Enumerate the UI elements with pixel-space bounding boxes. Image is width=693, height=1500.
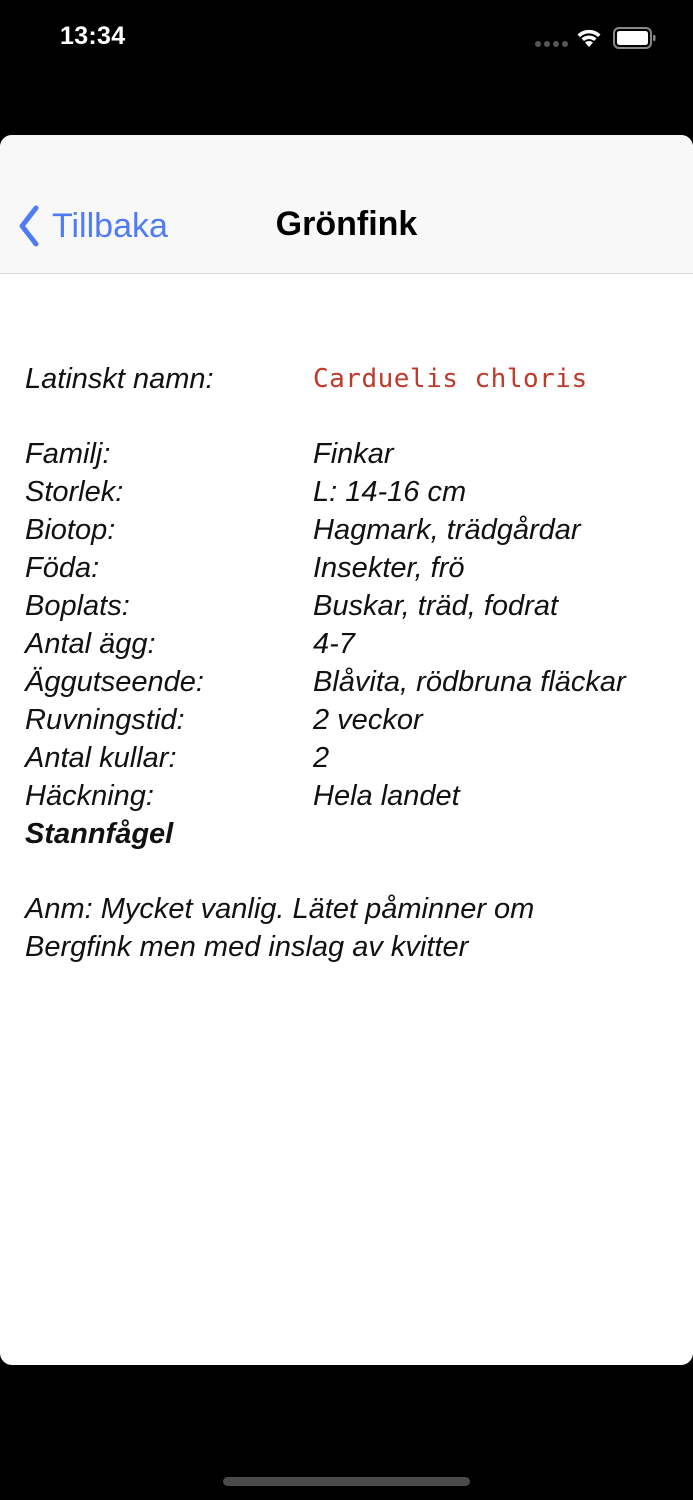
fact-row (25, 625, 685, 663)
navigation-bar (0, 135, 693, 274)
latin-name-label: Latinskt namn: (25, 363, 214, 395)
fact-row (25, 549, 685, 587)
resident-status: Stannfågel (25, 818, 174, 850)
fact-row (25, 663, 685, 701)
fact-row (25, 587, 685, 625)
wifi-icon (574, 26, 604, 48)
fact-label: Häckning: (25, 780, 154, 812)
fact-value: 2 veckor (313, 704, 423, 736)
bird-facts (25, 360, 685, 966)
fact-row (25, 473, 685, 511)
fact-label: Biotop: (25, 514, 116, 546)
fact-row (25, 435, 685, 473)
fact-value: L: 14-16 cm (313, 476, 467, 508)
fact-value: Insekter, frö (313, 552, 465, 584)
latin-name-value: Carduelis chloris (313, 364, 588, 394)
fact-value: Hela landet (313, 780, 460, 812)
latin-name-row (25, 360, 685, 398)
bird-detail-sheet (0, 135, 693, 1365)
fact-label: Familj: (25, 438, 111, 470)
fact-value: Buskar, träd, fodrat (313, 590, 559, 622)
signal-dots-icon (535, 41, 568, 47)
home-indicator[interactable] (223, 1477, 470, 1486)
fact-label: Antal ägg: (25, 628, 156, 660)
fact-value: Blåvita, rödbruna fläckar (313, 666, 626, 698)
back-label: Tillbaka (52, 206, 168, 245)
fact-label: Antal kullar: (25, 742, 177, 774)
fact-row (25, 511, 685, 549)
fact-label: Ruvningstid: (25, 704, 185, 736)
fact-value: 4-7 (313, 628, 355, 660)
battery-icon (613, 27, 657, 49)
fact-row (25, 701, 685, 739)
fact-value: Hagmark, trädgårdar (313, 514, 581, 546)
fact-value: 2 (313, 742, 330, 774)
page-title: Grönfink (275, 205, 418, 243)
note-text: Anm: Mycket vanlig. Lätet påminner om Bergfink men med inslag av kvitter (25, 893, 535, 963)
status-time: 13:34 (60, 22, 126, 50)
fact-row (25, 777, 685, 815)
fact-value: Finkar (313, 438, 394, 470)
fact-label: Äggutseende: (25, 666, 204, 698)
fact-label: Föda: (25, 552, 100, 584)
fact-label: Boplats: (25, 590, 130, 622)
fact-label: Storlek: (25, 476, 124, 508)
fact-row (25, 739, 685, 777)
status-bar (0, 0, 693, 80)
